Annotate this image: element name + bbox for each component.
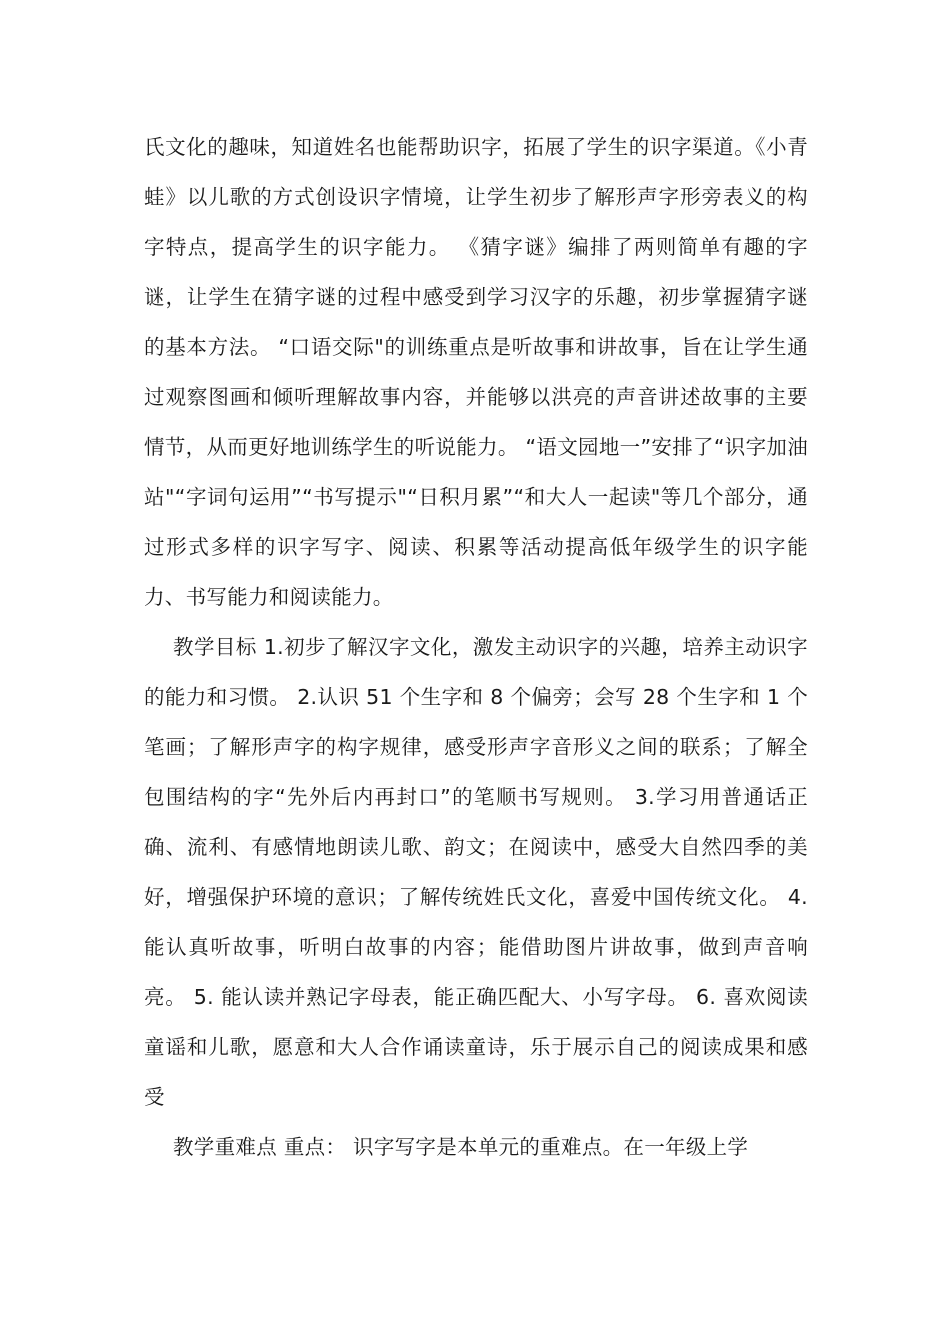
- paragraph-key-difficulties: 教学重难点 重点： 识字写字是本单元的重难点。在一年级上学: [173, 1135, 749, 1159]
- document-body: [144, 122, 808, 1172]
- paragraph-teaching-goals: 教学目标 1.初步了解汉字文化，激发主动识字的兴趣，培养主动识字的能力和习惯。 2.认识 51 个生字和 8 个偏旁；会写 28 个生字和 1 个笔画；了解形声字的构字规律，感受形声字音形义之间的联系；了解全包围结构的字“先外后内再封口”的笔顺书写规则。 3.学习用普通话正确、流利、有感情地朗读儿歌、韵文；在阅读中，感受大自然四季的美好，增强保护环境的意识；了解传统姓氏文化，喜爱中国传统文化。 4.能认真听故事，听明白故事的内容；能借助图片讲故事，做到声音响亮。 5. 能认读并熟记字母表，能正确匹配大、小写字母。 6. 喜欢阅读童谣和儿歌，愿意和大人合作诵读童诗，乐于展示自己的阅读成果和感受: [144, 635, 808, 1109]
- paragraph-unit-overview: 氏文化的趣味，知道姓名也能帮助识字，拓展了学生的识字渠道。《小青蛙》以儿歌的方式创设识字情境，让学生初步了解形声字形旁表义的构字特点，提高学生的识字能力。 《猜字谜》编排了两则简单有趣的字谜，让学生在猜字谜的过程中感受到学习汉字的乐趣，初步掌握猜字谜的基本方法。 “口语交际"的训练重点是听故事和讲故事，旨在让学生通过观察图画和倾听理解故事内容，并能够以洪亮的声音讲述故事的主要情节，从而更好地训练学生的听说能力。 “语文园地一”安排了“识字加油站"“字词句运用”“书写提示"“日积月累”“和大人一起读"等几个部分，通过形式多样的识字写字、阅读、积累等活动提高低年级学生的识字能力、书写能力和阅读能力。: [144, 135, 808, 609]
